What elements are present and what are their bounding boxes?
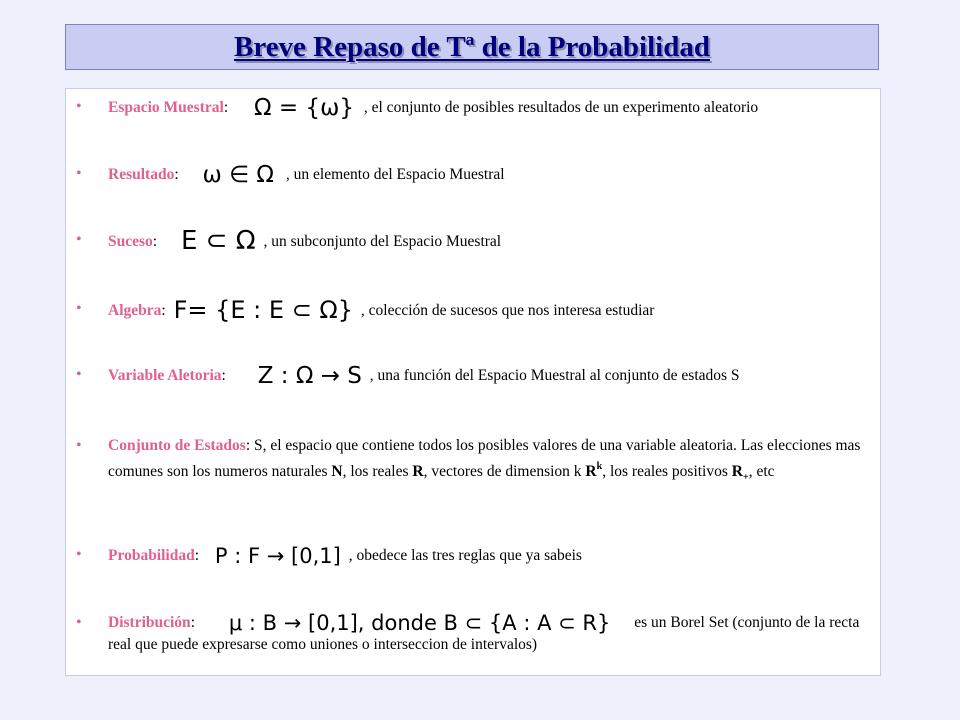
description-part: , los reales positivos <box>602 463 732 480</box>
description: , colección de sucesos que nos interesa estudiar <box>360 302 655 319</box>
formula: μ : B → [0,1], donde B ⊂ {A : A ⊂ R} <box>228 611 611 635</box>
description-part: , los reales <box>342 463 413 480</box>
formula: F= {E : E ⊂ Ω} <box>173 296 354 324</box>
term-label: Variable Aletoria <box>108 367 222 384</box>
term-label: Probabilidad <box>108 547 195 564</box>
list-item-conjunto-de-estados: • Conjunto de Estados: S, el espacio que contiene todos los posibles valores de una variable aleatoria. Las elecciones mas comunes son los numeros naturales N, los reales R, vectores de dimension k $R^k$, los reales positivos $R_+$, etc <box>108 435 873 488</box>
list-item-suceso: • Suceso: E ⊂ Ω , un subconjunto del Espacio Muestral <box>108 230 873 252</box>
formula: Z : Ω → S <box>257 363 362 389</box>
description: , un elemento del Espacio Muestral <box>285 166 505 183</box>
superscript-k: k <box>596 461 603 472</box>
description-part: , vectores de dimension k <box>423 463 586 480</box>
term-label: Algebra <box>108 302 162 319</box>
positive-reals-symbol: R <box>731 463 743 480</box>
naturals-symbol: N <box>331 463 343 480</box>
term-label: Suceso <box>108 233 153 250</box>
list-item-resultado: • Resultado: ω ∈ Ω , un elemento del Espacio Muestral <box>108 164 873 186</box>
title-banner <box>65 24 879 70</box>
description: es un Borel Set (conjunto de la recta real que puede expresarse como uniones o interseccion de intervalos) <box>108 614 860 653</box>
description: , un subconjunto del Espacio Muestral <box>263 233 502 250</box>
reals-symbol: R <box>412 463 424 480</box>
description: , una función del Espacio Muestral al conjunto de estados S <box>369 367 740 384</box>
formula: E ⊂ Ω <box>180 226 256 256</box>
list-item-distribucion: • Distribución: μ : B → [0,1], donde B ⊂ {A : A ⊂ R} es un Borel Set (conjunto de la recta real que puede expresarse como uniones o interseccion de intervalos) <box>108 612 873 655</box>
subscript-plus: + <box>742 472 749 483</box>
description: , el conjunto de posibles resultados de un experimento aleatorio <box>363 99 759 116</box>
list-item-espacio-muestral: • Espacio Muestral: Ω = {ω} , el conjunto de posibles resultados de un experimento aleatorio <box>108 97 873 119</box>
list-item-probabilidad: • Probabilidad: P : F → [0,1] , obedece las tres reglas que ya sabeis <box>108 545 873 567</box>
description: , obedece las tres reglas que ya sabeis <box>348 547 582 564</box>
list-item-variable-aletoria: • Variable Aletoria: Z : Ω → S , una función del Espacio Muestral al conjunto de estados S <box>108 365 873 387</box>
term-label: Resultado <box>108 166 175 183</box>
term-label: Conjunto de Estados <box>108 437 246 454</box>
formula: Ω = {ω} <box>254 95 354 121</box>
term-label: Distribución <box>108 614 191 631</box>
formula: P : F → [0,1] <box>214 544 341 568</box>
description: S, el espacio que contiene todos los posibles valores de una variable aleatoria. Las elecciones mas comunes son los numeros naturales <box>108 437 861 480</box>
term-label: Espacio Muestral <box>108 99 224 116</box>
formula: ω ∈ Ω <box>202 162 275 188</box>
reals-k-symbol: R <box>585 463 597 480</box>
slide-title: Breve Repaso de Tª de la Probabilidad <box>234 30 710 63</box>
list-item-algebra: • Algebra: F= {E : E ⊂ Ω} , colección de sucesos que nos interesa estudiar <box>108 299 873 321</box>
description-part: , etc <box>748 463 775 480</box>
